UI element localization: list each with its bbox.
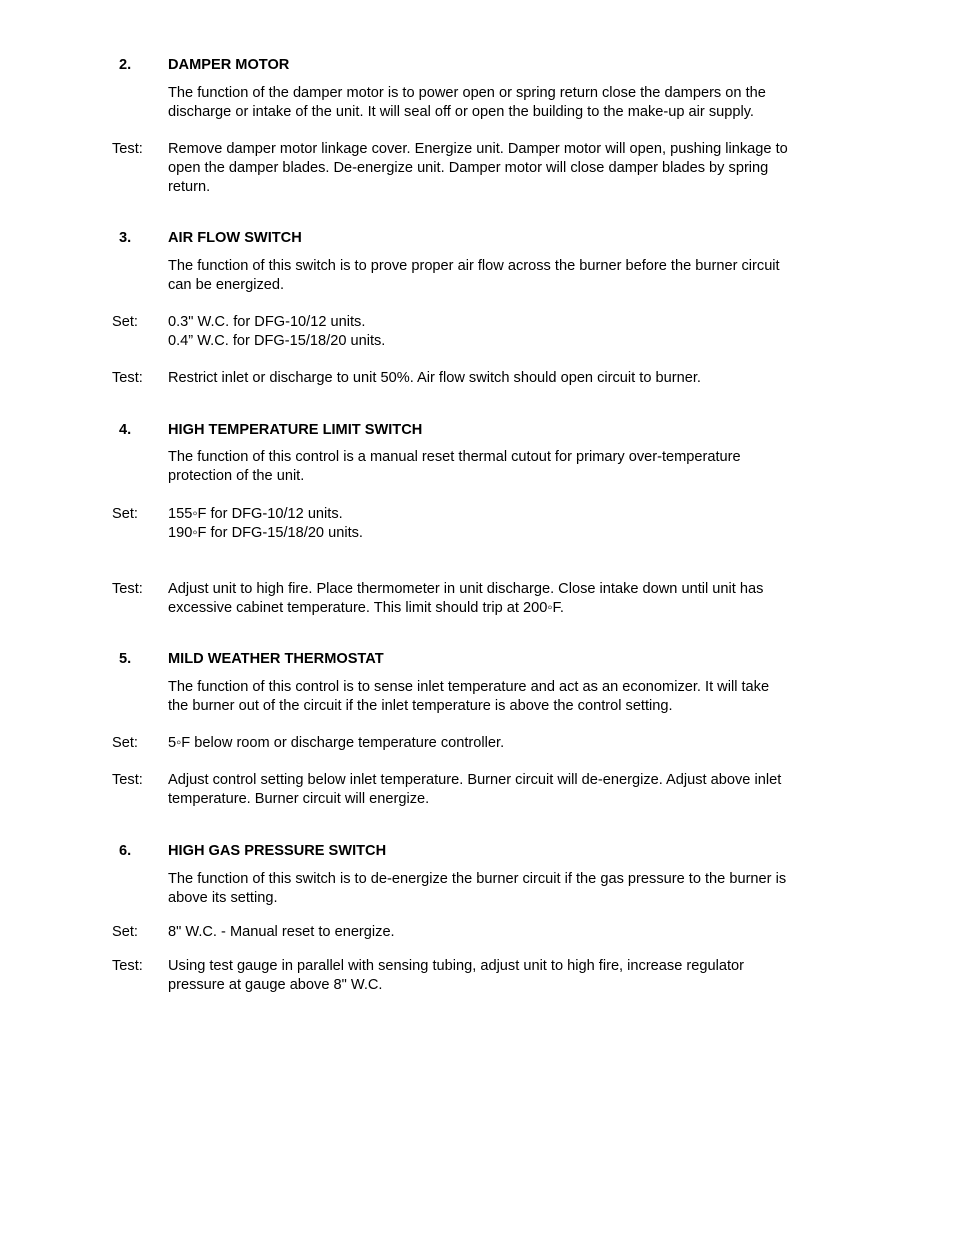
description-line: The function of this control is a manual reset thermal cutout for primary over-temperature (168, 449, 741, 465)
set-label: Set: (112, 735, 138, 751)
section-title: AIR FLOW SWITCH (168, 230, 302, 246)
test-line: return. (168, 179, 211, 195)
set-label: Set: (112, 924, 138, 940)
test-label: Test: (112, 370, 143, 386)
description-line: discharge or intake of the unit. It will seal off or open the building to the make-up air supply. (168, 104, 754, 120)
test-line: Adjust control setting below inlet temperature. Burner circuit will de-energize. Adjust above inlet (168, 772, 782, 788)
set-line: 190◦F for DFG-15/18/20 units. (168, 525, 363, 541)
description-line: The function of the damper motor is to power open or spring return close the dampers on the (168, 85, 766, 101)
section-number: 2. (119, 57, 132, 73)
set-label: Set: (112, 506, 138, 522)
section-number: 5. (119, 651, 132, 667)
test-line: Adjust unit to high fire. Place thermometer in unit discharge. Close intake down until unit has (168, 581, 764, 597)
set-line: 8" W.C. - Manual reset to energize. (168, 924, 395, 940)
set-label: Set: (112, 314, 138, 330)
description-line: can be energized. (168, 277, 285, 293)
test-label: Test: (112, 772, 143, 788)
section-title: HIGH GAS PRESSURE SWITCH (168, 843, 387, 859)
test-label: Test: (112, 958, 143, 974)
test-line: pressure at gauge above 8" W.C. (168, 977, 383, 993)
test-line: excessive cabinet temperature. This limit should trip at 200◦F. (168, 600, 564, 616)
section-title: MILD WEATHER THERMOSTAT (168, 651, 384, 667)
description-line: The function of this control is to sense inlet temperature and act as an economizer. It will take (168, 679, 770, 695)
test-label: Test: (112, 141, 143, 157)
test-line: open the damper blades. De-energize unit. Damper motor will close damper blades by spring (168, 160, 769, 176)
set-line: 5◦F below room or discharge temperature controller. (168, 735, 505, 751)
test-label: Test: (112, 581, 143, 597)
description-line: protection of the unit. (168, 468, 305, 484)
section-number: 4. (119, 422, 132, 438)
test-line: temperature. Burner circuit will energize. (168, 791, 430, 807)
section-title: HIGH TEMPERATURE LIMIT SWITCH (168, 422, 423, 438)
test-line: Using test gauge in parallel with sensing tubing, adjust unit to high fire, increase regulator (168, 958, 744, 974)
description-line: The function of this switch is to prove proper air flow across the burner before the burner circuit (168, 258, 780, 274)
set-line: 0.3" W.C. for DFG-10/12 units. (168, 314, 366, 330)
test-line: Restrict inlet or discharge to unit 50%. Air flow switch should open circuit to burner. (168, 370, 701, 386)
section-number: 6. (119, 843, 132, 859)
description-line: The function of this switch is to de-energize the burner circuit if the gas pressure to the burner is (168, 871, 787, 887)
section-title: DAMPER MOTOR (168, 57, 290, 73)
section-number: 3. (119, 230, 132, 246)
test-line: Remove damper motor linkage cover. Energize unit. Damper motor will open, pushing linkage to (168, 141, 788, 157)
description-line: the burner out of the circuit if the inlet temperature is above the control setting. (168, 698, 673, 714)
set-line: 155◦F for DFG-10/12 units. (168, 506, 343, 522)
description-line: above its setting. (168, 890, 278, 906)
set-line: 0.4” W.C. for DFG-15/18/20 units. (168, 333, 386, 349)
